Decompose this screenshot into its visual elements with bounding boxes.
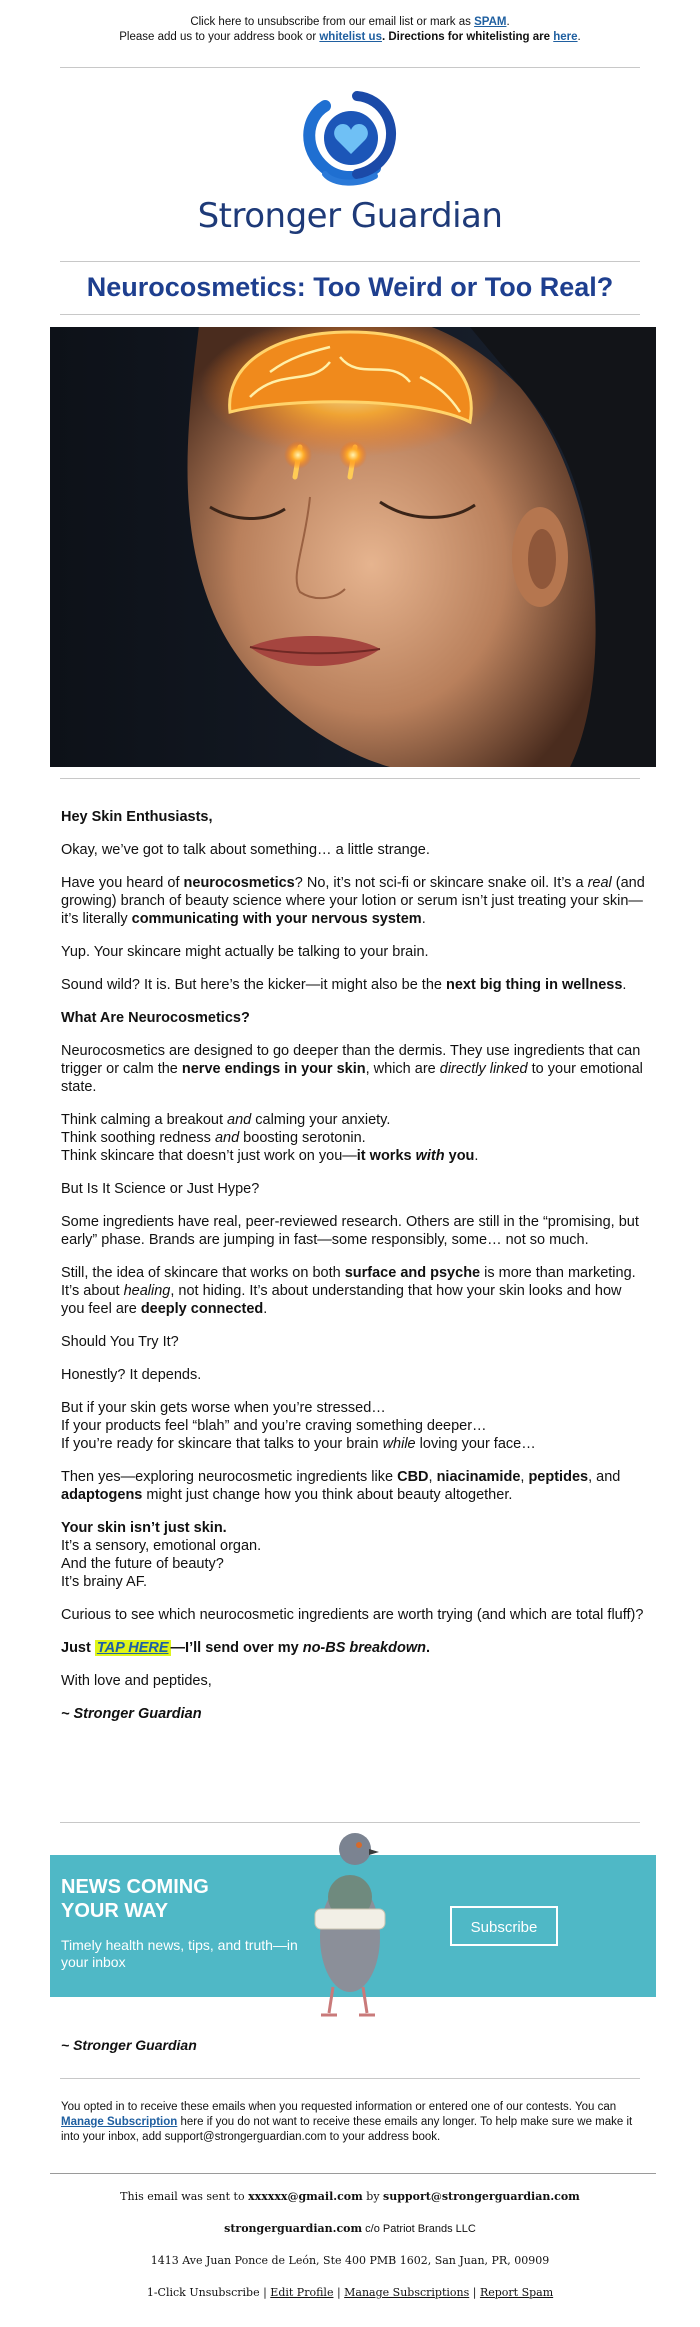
divider (60, 1822, 640, 1823)
newsletter-banner (50, 1855, 656, 1997)
email-headline: Neurocosmetics: Too Weird or Too Real? (86, 272, 614, 302)
edit-profile-link[interactable]: Edit Profile (270, 2286, 334, 2299)
paragraph: Some ingredients have real, peer-reviewed research. Others are still in the “promising, but early” phase. Brands are jumping in fast—some responsibly, some… not so much. (61, 1214, 639, 1248)
preheader-text-1: Click here to unsubscribe from our email list or mark as (190, 16, 471, 28)
email-body (61, 808, 646, 1738)
paragraph: Curious to see which neurocosmetic ingredients are worth trying (and which are total fluff)? (61, 1607, 644, 1623)
footer-address: 1413 Ave Juan Ponce de León, Ste 400 PMB 1602, San Juan, PR, 00909 (150, 2254, 550, 2267)
section-heading: What Are Neurocosmetics? (61, 1010, 250, 1026)
banner-subtitle: Timely health news, tips, and truth—in your inbox (61, 1937, 298, 1970)
divider (60, 2078, 640, 2079)
report-spam-link[interactable]: Report Spam (479, 2286, 554, 2299)
section-heading: Should You Try It? (61, 1334, 179, 1350)
glowing-brain-face-image (50, 327, 656, 767)
hero-image[interactable] (50, 327, 656, 767)
paragraph: Okay, we’ve got to talk about something… a little strange. (61, 842, 430, 858)
divider (60, 261, 640, 262)
divider (60, 314, 640, 315)
section-heading: But Is It Science or Just Hype? (61, 1181, 260, 1197)
paragraph: Then yes—exploring neurocosmetic ingredients like CBD, niacinamide, peptides, and adaptogens might just change how you think about beauty altogether. (61, 1469, 621, 1503)
closing: With love and peptides, (61, 1673, 212, 1689)
divider (60, 67, 640, 68)
paragraph: But if your skin gets worse when you’re stressed… If your products feel “blah” and you’re craving something deeper… If you’re ready for skincare that talks to your brain while loving your face… (61, 1400, 536, 1452)
greeting: Hey Skin Enthusiasts, (61, 809, 213, 825)
paragraph: Your skin isn’t just skin. It’s a sensory, emotional organ. And the future of beauty? It’s brainy AF. (61, 1520, 262, 1590)
manage-subscriptions-link[interactable]: Manage Subscriptions (344, 2286, 470, 2299)
preheader-text-3: . Directions for whitelisting are (381, 31, 551, 43)
paragraph: Sound wild? It is. But here’s the kicker—it might also be the next big thing in wellness. (61, 977, 627, 993)
divider (60, 778, 640, 779)
divider (50, 2173, 656, 2174)
preheader-text-2: Please add us to your address book or (119, 31, 317, 43)
footer-sent-to: This email was sent to xxxxxx@gmail.com by support@strongerguardian.com (120, 2190, 580, 2203)
paragraph: Yup. Your skincare might actually be talking to your brain. (61, 944, 429, 960)
preheader-punct: . (506, 16, 510, 28)
preheader-punct-2: . (577, 31, 581, 43)
manage-subscription-link[interactable]: Manage Subscription (61, 2116, 178, 2128)
paragraph: Think calming a breakout and calming your anxiety. Think soothing redness and boosting serotonin. Think skincare that doesn’t just work on you—it works with you. (61, 1112, 479, 1164)
paragraph: Honestly? It depends. (61, 1367, 202, 1383)
paragraph: Neurocosmetics are designed to go deeper than the dermis. They use ingredients that can trigger or calm the nerve endings in your skin, which are directly linked to your emotional state. (61, 1043, 643, 1095)
subscribe-button[interactable]: Subscribe (450, 1906, 558, 1946)
signature: ~ Stronger Guardian (61, 1706, 202, 1722)
banner-title: NEWS COMING YOUR WAY (61, 1876, 209, 1922)
legal-notice: You opted in to receive these emails when you requested information or entered one of our contests. You can Manage Subscription here if you do not want to receive these emails any longer. To help make sure we make it into your inbox, add support@strongerguardian.com to your address book. (61, 2101, 633, 2143)
cta-line: Just TAP HERE —I’ll send over my no-BS breakdown. (61, 1640, 431, 1656)
preheader (0, 0, 700, 45)
spam-link[interactable]: SPAM (474, 16, 507, 28)
whitelist-link[interactable]: whitelist us (319, 31, 382, 43)
directions-here-link[interactable]: here (553, 31, 578, 43)
pigeon-with-scroll-icon (305, 1827, 395, 2027)
footer-company: strongerguardian.com c/o Patriot Brands LLC (224, 2222, 476, 2235)
footer-links: 1-Click Unsubscribe | Edit Profile | Manage Subscriptions | Report Spam (146, 2286, 554, 2299)
one-click-unsubscribe-link[interactable]: 1-Click Unsubscribe (146, 2286, 260, 2299)
signature-2: ~ Stronger Guardian (61, 2037, 197, 2053)
paragraph: Still, the idea of skincare that works on both surface and psyche is more than marketing. It’s about healing, not hiding. It’s about understanding that how your skin looks and how you feel are deeply connected. (61, 1265, 636, 1317)
heart-hands-icon (295, 88, 405, 190)
tap-here-link[interactable]: TAP HERE (96, 1640, 169, 1656)
brand-name: Stronger Guardian (197, 196, 503, 236)
paragraph: Have you heard of neurocosmetics? No, it’s not sci-fi or skincare snake oil. It’s a real (and growing) branch of beauty science where your lotion or serum isn’t just treating your skin—it’s literally communicating with your nervous system. (61, 875, 645, 927)
